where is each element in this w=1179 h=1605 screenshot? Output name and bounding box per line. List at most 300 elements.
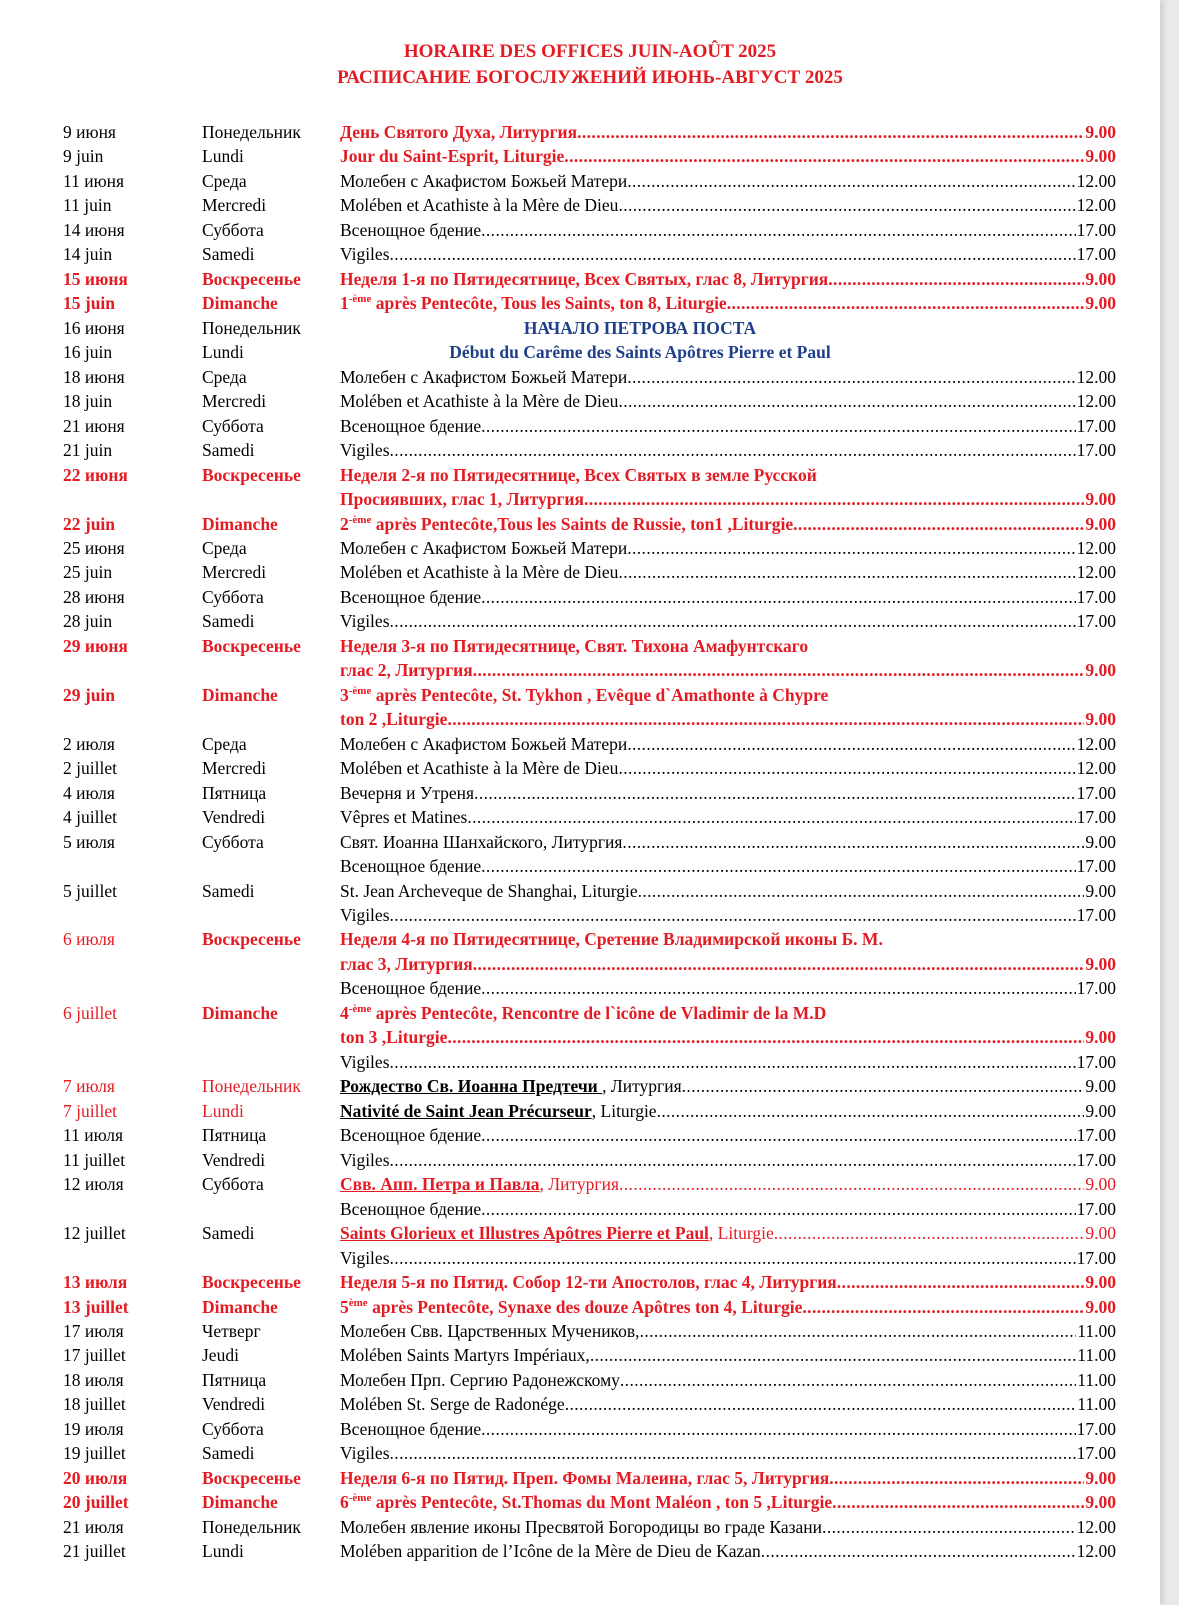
service-time: 9.00	[1085, 709, 1116, 730]
row-date: 11 июня	[63, 170, 125, 191]
row-description	[340, 805, 1116, 829]
dot-leader	[584, 487, 1084, 511]
row-description	[340, 144, 1116, 168]
service-time: 9.00	[1085, 268, 1116, 289]
schedule-row	[0, 365, 1160, 389]
service-time: 12.00	[1076, 195, 1116, 216]
dot-leader	[682, 1074, 1085, 1098]
row-weekday: Vendredi	[202, 1149, 266, 1170]
dot-leader	[390, 1148, 1076, 1172]
service-text: après Pentecôte, Tous les Saints, ton 8, Liturgie	[371, 293, 727, 314]
schedule-row	[0, 903, 1160, 927]
schedule-row	[0, 805, 1160, 829]
schedule-row	[0, 1148, 1160, 1172]
service-text: Vigiles	[340, 440, 390, 461]
schedule-row	[0, 340, 1160, 364]
dot-leader	[390, 1050, 1076, 1074]
row-description	[340, 1319, 1116, 1343]
service-time: 17.00	[1076, 611, 1116, 632]
service-time: 11.00	[1077, 1345, 1116, 1366]
dot-leader	[390, 609, 1076, 633]
row-date: 16 июня	[63, 317, 125, 338]
schedule-row	[0, 1295, 1160, 1319]
schedule-row	[0, 1074, 1160, 1098]
row-date: 6 juillet	[63, 1002, 117, 1023]
service-time: 17.00	[1076, 586, 1116, 607]
row-weekday: Четверг	[202, 1320, 261, 1341]
service-text: Молебен явление иконы Пресвятой Богородицы во граде Казани	[340, 1516, 823, 1537]
feast-name: Свв. Апп. Петра и Павла	[340, 1174, 540, 1195]
schedule-row	[0, 707, 1160, 731]
row-date: 13 июля	[63, 1272, 128, 1293]
row-weekday: Dimanche	[202, 293, 278, 314]
service-text: Молебен с Акафистом Божьей Матери	[340, 537, 628, 558]
row-date: 28 июня	[63, 586, 125, 607]
row-description	[340, 536, 1116, 560]
service-text: Всенощное бдение	[340, 1418, 482, 1439]
dot-leader	[390, 1441, 1076, 1465]
dot-leader	[618, 389, 1075, 413]
row-description	[340, 414, 1116, 438]
row-date: 20 июля	[63, 1467, 128, 1488]
dot-leader	[473, 952, 1085, 976]
dot-leader	[627, 536, 1075, 560]
dot-leader	[627, 732, 1075, 756]
row-weekday: Понедельник	[202, 122, 301, 142]
service-time: 17.00	[1076, 1125, 1116, 1146]
row-date: 18 juillet	[63, 1394, 126, 1415]
schedule-row	[0, 512, 1160, 536]
schedule-list	[0, 120, 1160, 1564]
row-date: 15 juin	[63, 293, 116, 314]
service-text: Молебен Прп. Сергию Радонежскому	[340, 1369, 620, 1390]
row-date: 9 июня	[63, 122, 116, 142]
dot-leader	[618, 756, 1075, 780]
service-text: après Pentecôte, St.Thomas du Mont Maléon , ton 5 ,Liturgie	[371, 1492, 833, 1513]
schedule-row	[0, 658, 1160, 682]
service-text: Vigiles	[340, 1149, 390, 1170]
dot-leader	[618, 560, 1075, 584]
service-text: après Pentecôte, Synaxe des douze Apôtres ton 4, Liturgie	[367, 1296, 803, 1317]
row-date: 17 июля	[63, 1320, 124, 1341]
row-date: 5 juillet	[63, 880, 117, 901]
schedule-row	[0, 1001, 1160, 1025]
dot-leader	[481, 218, 1076, 242]
row-date: 25 июня	[63, 537, 125, 558]
schedule-row	[0, 536, 1160, 560]
service-text: Vigiles	[340, 1443, 390, 1464]
service-time: 11.00	[1077, 1320, 1116, 1341]
ordinal-suffix: -ème	[348, 684, 372, 697]
row-weekday: Воскресенье	[202, 635, 301, 656]
dot-leader	[390, 1246, 1076, 1270]
row-description	[340, 365, 1116, 389]
title-russian: РАСПИСАНИЕ БОГОСЛУЖЕНИЙ ИЮНЬ-АВГУСТ 2025	[337, 67, 843, 88]
row-weekday: Пятница	[202, 782, 267, 803]
row-date: 11 juin	[63, 195, 112, 216]
row-description	[340, 903, 1116, 927]
schedule-row	[0, 756, 1160, 780]
row-description	[340, 291, 1116, 315]
row-weekday: Lundi	[202, 342, 244, 363]
dot-leader	[481, 1123, 1076, 1147]
dot-leader	[657, 1099, 1085, 1123]
row-date: 4 juillet	[63, 807, 117, 828]
service-text: Свят. Иоанна Шанхайского, Литургия	[340, 831, 623, 852]
row-weekday: Суббота	[202, 1418, 264, 1439]
sunday-number: 3	[340, 684, 349, 705]
service-time: 12.00	[1076, 562, 1116, 583]
row-weekday: Samedi	[202, 244, 255, 265]
feast-name: Nativité de Saint Jean Précurseur	[340, 1100, 592, 1121]
row-date: 13 juillet	[63, 1296, 129, 1317]
row-date: 19 июля	[63, 1418, 124, 1439]
row-description	[340, 1050, 1116, 1074]
row-description	[340, 1197, 1116, 1221]
service-text: ton 2 ,Liturgie	[340, 709, 448, 730]
row-date: 19 juillet	[63, 1443, 126, 1464]
row-date: 11 июля	[63, 1125, 124, 1146]
dot-leader	[727, 291, 1085, 315]
row-date: 18 juin	[63, 391, 113, 412]
feast-name: Рождество Св. Иоанна Предтечи	[340, 1076, 603, 1097]
row-weekday: Среда	[202, 170, 247, 191]
dot-leader	[622, 830, 1084, 854]
row-description	[340, 854, 1116, 878]
row-date: 29 juin	[63, 684, 116, 705]
schedule-row	[0, 1246, 1160, 1270]
row-description	[340, 585, 1116, 609]
row-description	[340, 1343, 1116, 1367]
dot-leader	[837, 1270, 1085, 1294]
row-date: 29 июня	[63, 635, 128, 656]
row-description	[340, 438, 1116, 462]
service-time: 17.00	[1076, 415, 1116, 436]
dot-leader	[774, 1221, 1085, 1245]
dot-leader	[481, 585, 1076, 609]
schedule-row	[0, 1099, 1160, 1123]
service-text: Molében et Acathiste à la Mère de Dieu	[340, 195, 619, 216]
schedule-row	[0, 1466, 1160, 1490]
row-description	[340, 193, 1116, 217]
row-date: 11 juillet	[63, 1149, 126, 1170]
service-text: Неделя 6-я по Пятид. Преп. Фомы Малеина, глас 5, Литургия	[340, 1467, 830, 1488]
dot-leader	[565, 1392, 1077, 1416]
schedule-row	[0, 1319, 1160, 1343]
schedule-row	[0, 879, 1160, 903]
row-date: 2 juillet	[63, 758, 117, 779]
schedule-row	[0, 1123, 1160, 1147]
title-french: HORAIRE DES OFFICES JUIN-AOÛT 2025	[403, 41, 777, 62]
service-text: Vêpres et Matines	[340, 807, 468, 828]
row-weekday: Dimanche	[202, 1492, 278, 1513]
service-text: Всенощное бдение	[340, 586, 482, 607]
row-description	[340, 609, 1116, 633]
service-text: Просиявших, глас 1, Литургия	[340, 489, 584, 510]
service-text: Всенощное бдение	[340, 415, 482, 436]
row-description	[340, 1172, 1116, 1196]
schedule-row	[0, 1221, 1160, 1245]
row-description	[340, 658, 1116, 682]
service-text: St. Jean Archeveque de Shanghai, Liturgie	[340, 880, 638, 901]
service-text: après Pentecôte,Tous les Saints de Russie, ton1 ,Liturgie	[371, 513, 794, 534]
sunday-number: 1	[340, 293, 349, 314]
row-date: 20 juillet	[63, 1492, 129, 1513]
service-time: 17.00	[1076, 1198, 1116, 1219]
row-description	[340, 267, 1116, 291]
row-weekday: Lundi	[202, 1541, 244, 1562]
row-weekday: Понедельник	[202, 1076, 301, 1097]
service-text: Неделя 1-я по Пятидесятнице, Всех Святых, глас 8, Литургия	[340, 268, 829, 289]
service-text: après Pentecôte, Rencontre de l`icône de Vladimir de la M.D	[371, 1002, 827, 1023]
dot-leader	[474, 781, 1076, 805]
schedule-row	[0, 414, 1160, 438]
schedule-row	[0, 1417, 1160, 1441]
row-note: НАЧАЛО ПЕТРОВА ПОСТА	[523, 317, 757, 338]
dot-leader	[828, 267, 1084, 291]
feast-name: Saints Glorieux et Illustres Apôtres Pierre et Paul	[340, 1223, 709, 1244]
ordinal-suffix: ème	[348, 1296, 368, 1309]
row-date: 14 июня	[63, 219, 125, 240]
row-date: 14 juin	[63, 244, 113, 265]
service-time: 9.00	[1085, 1272, 1116, 1293]
schedule-row	[0, 267, 1160, 291]
row-description	[340, 879, 1116, 903]
row-description	[340, 389, 1116, 413]
service-time: 9.00	[1085, 1223, 1116, 1244]
schedule-row	[0, 193, 1160, 217]
service-text: Vigiles	[340, 1051, 390, 1072]
row-weekday: Dimanche	[202, 513, 278, 534]
service-time: 9.00	[1085, 489, 1116, 510]
schedule-row	[0, 1392, 1160, 1416]
row-date: 28 juin	[63, 611, 113, 632]
dot-leader	[832, 1490, 1084, 1514]
row-description	[340, 218, 1116, 242]
service-time: 17.00	[1076, 1149, 1116, 1170]
schedule-row	[0, 585, 1160, 609]
service-time: 9.00	[1085, 1467, 1116, 1488]
schedule-row	[0, 609, 1160, 633]
service-time: 9.00	[1085, 1027, 1116, 1048]
row-date: 21 июня	[63, 415, 125, 436]
row-description	[340, 1221, 1116, 1245]
schedule-row	[0, 1490, 1160, 1514]
row-date: 22 juin	[63, 513, 116, 534]
schedule-row	[0, 1025, 1160, 1049]
service-time: 17.00	[1076, 440, 1116, 461]
dot-leader	[761, 1539, 1076, 1563]
row-weekday: Пятница	[202, 1125, 267, 1146]
schedule-row	[0, 1050, 1160, 1074]
dot-leader	[618, 193, 1075, 217]
sunday-number: 4	[340, 1002, 349, 1023]
row-description	[340, 1441, 1116, 1465]
row-date: 15 июня	[63, 268, 128, 289]
row-weekday: Пятница	[202, 1369, 267, 1390]
dot-leader	[822, 1515, 1076, 1539]
row-description	[340, 976, 1116, 1000]
row-weekday: Jeudi	[202, 1345, 239, 1366]
row-date: 16 juin	[63, 342, 113, 363]
service-text: ton 3 ,Liturgie	[340, 1027, 448, 1048]
schedule-row	[0, 389, 1160, 413]
service-time: 9.00	[1085, 1492, 1116, 1513]
row-weekday: Mercredi	[202, 562, 267, 583]
row-date: 18 июля	[63, 1369, 124, 1390]
schedule-row	[0, 1539, 1160, 1563]
service-time: 12.00	[1076, 366, 1116, 387]
row-date: 21 июля	[63, 1516, 124, 1537]
row-description	[340, 560, 1116, 584]
service-time: 9.00	[1085, 122, 1116, 142]
service-time: 17.00	[1076, 978, 1116, 999]
service-time: 9.00	[1085, 1174, 1116, 1195]
row-weekday: Воскресенье	[202, 268, 301, 289]
row-weekday: Samedi	[202, 880, 255, 901]
service-time: 17.00	[1076, 905, 1116, 925]
service-time: 17.00	[1076, 856, 1116, 877]
sunday-number: 6	[340, 1492, 349, 1513]
service-text: глас 2, Литургия	[340, 660, 473, 681]
schedule-row	[0, 976, 1160, 1000]
dot-leader	[481, 1197, 1076, 1221]
service-text: Molében et Acathiste à la Mère de Dieu	[340, 562, 619, 583]
service-text: , Литургия	[539, 1174, 619, 1195]
row-date: 25 juin	[63, 562, 113, 583]
dot-leader	[481, 976, 1076, 1000]
schedule-row	[0, 1368, 1160, 1392]
dot-leader	[802, 1295, 1084, 1319]
service-text: Всенощное бдение	[340, 856, 482, 877]
dot-leader	[390, 438, 1076, 462]
service-time: 12.00	[1076, 733, 1116, 754]
row-description	[340, 242, 1116, 266]
row-weekday: Воскресенье	[202, 929, 301, 950]
service-time: 12.00	[1076, 1516, 1116, 1537]
row-date: 17 juillet	[63, 1345, 126, 1366]
service-text: Vigiles	[340, 244, 390, 265]
sunday-number: 2	[340, 513, 349, 534]
row-weekday: Суббота	[202, 219, 264, 240]
service-text: Molében Saints Martyrs Impériaux,	[340, 1345, 590, 1366]
dot-leader	[627, 169, 1075, 193]
sunday-number: 5	[340, 1296, 349, 1317]
dot-leader	[447, 707, 1084, 731]
service-text: Неделя 5-я по Пятид. Собор 12-ти Апостолов, глас 4, Литургия	[340, 1272, 837, 1293]
service-time: 17.00	[1076, 1051, 1116, 1072]
schedule-row	[0, 1441, 1160, 1465]
service-text: après Pentecôte, St. Tykhon , Evêque d`Amathonte à Chypre	[371, 684, 829, 705]
service-time: 17.00	[1076, 219, 1116, 240]
schedule-row	[0, 218, 1160, 242]
service-text: Всенощное бдение	[340, 1198, 482, 1219]
service-time: 9.00	[1085, 146, 1116, 167]
row-weekday: Воскресенье	[202, 1467, 301, 1488]
schedule-row	[0, 952, 1160, 976]
service-time: 9.00	[1085, 1296, 1116, 1317]
schedule-row	[0, 242, 1160, 266]
schedule-row	[0, 1197, 1160, 1221]
service-time: 17.00	[1076, 1443, 1116, 1464]
row-weekday: Среда	[202, 366, 247, 387]
row-weekday: Lundi	[202, 146, 244, 167]
row-weekday: Суббота	[202, 415, 264, 436]
service-text: Неделя 2-я по Пятидесятнице, Всех Святых в земле Русской	[340, 464, 817, 485]
row-description	[340, 830, 1116, 854]
dot-leader	[640, 1319, 1077, 1343]
row-weekday: Mercredi	[202, 758, 267, 779]
row-note: Début du Carême des Saints Apôtres Pierre et Paul	[449, 342, 831, 363]
row-date: 9 juin	[63, 146, 104, 167]
row-date: 5 июля	[63, 831, 115, 852]
schedule-row	[0, 830, 1160, 854]
dot-leader	[590, 1343, 1076, 1367]
row-date: 6 июля	[63, 929, 115, 950]
service-time: 17.00	[1076, 1247, 1116, 1268]
service-text: Молебен Свв. Царственных Мучеников,	[340, 1320, 640, 1341]
row-weekday: Dimanche	[202, 1296, 278, 1317]
schedule-row	[0, 438, 1160, 462]
schedule-row	[0, 927, 1160, 951]
service-text: Вечерня и Утреня	[340, 782, 475, 803]
row-weekday: Среда	[202, 733, 247, 754]
row-description	[340, 732, 1116, 756]
dot-leader	[577, 120, 1084, 144]
schedule-row	[0, 781, 1160, 805]
row-description	[340, 634, 1116, 658]
service-text: Всенощное бдение	[340, 978, 482, 999]
service-text: глас 3, Литургия	[340, 953, 473, 974]
row-weekday: Воскресенье	[202, 464, 301, 485]
schedule-row	[0, 169, 1160, 193]
row-date: 12 июля	[63, 1174, 124, 1195]
service-text: Molében et Acathiste à la Mère de Dieu	[340, 391, 619, 412]
row-description	[340, 1368, 1116, 1392]
dot-leader	[793, 512, 1084, 536]
service-time: 12.00	[1076, 758, 1116, 779]
schedule-row	[0, 732, 1160, 756]
row-description	[340, 1123, 1116, 1147]
service-time: 9.00	[1085, 1100, 1116, 1121]
row-weekday: Dimanche	[202, 1002, 278, 1023]
row-description	[340, 781, 1116, 805]
service-text: Jour du Saint-Esprit, Liturgie	[340, 146, 565, 167]
row-description	[340, 1099, 1116, 1123]
ordinal-suffix: -ème	[348, 293, 372, 306]
row-weekday: Samedi	[202, 611, 255, 632]
service-time: 17.00	[1076, 807, 1116, 828]
row-description	[340, 512, 1116, 536]
dot-leader	[473, 658, 1085, 682]
service-time: 9.00	[1085, 660, 1116, 681]
row-weekday: Суббота	[202, 586, 264, 607]
row-description	[340, 1392, 1116, 1416]
row-date: 12 juillet	[63, 1223, 126, 1244]
dot-leader	[390, 242, 1076, 266]
service-text: Vigiles	[340, 1247, 390, 1268]
row-date: 21 juin	[63, 440, 113, 461]
dot-leader	[638, 879, 1085, 903]
service-text: Молебен с Акафистом Божьей Матери	[340, 170, 628, 191]
service-time: 9.00	[1085, 1076, 1116, 1097]
service-text: , Литургия	[602, 1076, 682, 1097]
service-time: 9.00	[1085, 513, 1116, 534]
service-time: 17.00	[1076, 244, 1116, 265]
row-date: 21 juillet	[63, 1541, 126, 1562]
service-text: День Святого Духа, Литургия	[340, 122, 578, 142]
row-date: 2 июля	[63, 733, 115, 754]
